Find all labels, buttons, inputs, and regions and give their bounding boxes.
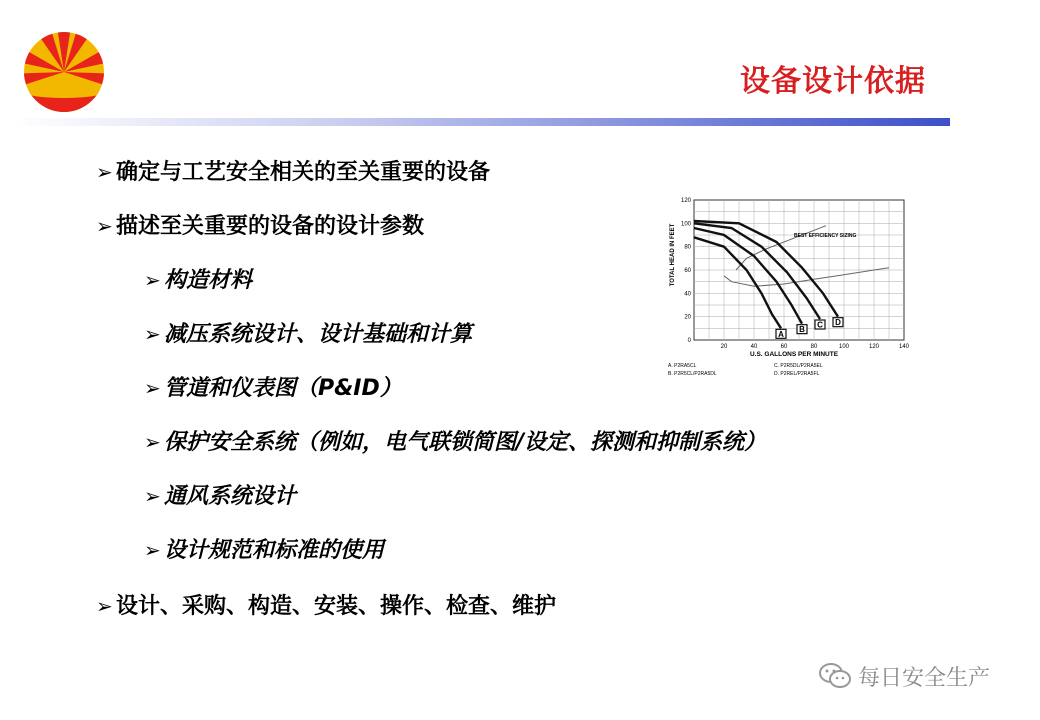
chart-series-label: B: [799, 325, 805, 335]
chart-series-label: A: [778, 329, 784, 339]
pump-performance-chart: [664, 190, 914, 380]
wechat-icon: [818, 661, 852, 691]
chart-xtick-label: 80: [810, 344, 818, 350]
chart-annotation: BEST EFFICIENCY SIZING: [794, 233, 857, 239]
bullet-arrow-icon: ➢: [144, 376, 161, 400]
sub-bullet-item: ➢ 管道和仪表图（P&ID）: [144, 376, 402, 401]
bullet-item: ➢ 设计、采购、构造、安装、操作、检查、维护: [96, 594, 557, 619]
chart-xlabel: U.S. GALLONS PER MINUTE: [749, 351, 839, 358]
bullet-item: ➢ 描述至关重要的设备的设计参数: [96, 214, 425, 239]
page-title: 设备设计依据: [740, 64, 926, 99]
chart-xtick-label: 140: [898, 344, 910, 350]
chart-xtick-label: 40: [750, 344, 758, 350]
bullet-arrow-icon: ➢: [96, 214, 113, 238]
bullet-arrow-icon: ➢: [144, 430, 161, 454]
chart-ytick-label: 60: [684, 268, 691, 274]
watermark: [818, 658, 990, 694]
bullet-arrow-icon: ➢: [144, 322, 161, 346]
chart-ytick-label: 20: [684, 314, 691, 321]
chart-ytick-label: 120: [680, 198, 691, 204]
bullet-arrow-icon: ➢: [144, 268, 161, 292]
bullet-arrow-icon: ➢: [96, 594, 113, 618]
chart-ytick-label: 100: [680, 221, 691, 228]
sub-bullet-item: ➢ 减压系统设计、设计基础和计算: [144, 322, 473, 347]
chart-legend-entry: C. P2R5DL/P2RA5EL: [774, 363, 823, 369]
chart-ytick-label: 80: [684, 244, 691, 251]
chart-series-label: C: [817, 320, 823, 330]
sub-bullet-item: ➢ 构造材料: [144, 268, 253, 293]
sub-bullet-item: ➢ 设计规范和标准的使用: [144, 538, 385, 563]
chart-xtick-label: 100: [838, 344, 850, 350]
sub-bullet-item: ➢ 通风系统设计: [144, 484, 297, 509]
header-divider: [14, 118, 950, 126]
bullet-arrow-icon: ➢: [144, 484, 161, 508]
chart-ylabel: TOTAL HEAD IN FEET: [670, 223, 676, 287]
bullet-arrow-icon: ➢: [144, 538, 161, 562]
chart-xtick-label: 20: [720, 344, 728, 350]
chart-xtick-label: 60: [780, 344, 788, 350]
chart-ytick-label: 0: [687, 338, 691, 344]
chart-ytick-label: 40: [684, 291, 691, 298]
company-logo: [18, 30, 110, 114]
chart-xtick-label: 120: [868, 344, 880, 350]
sub-bullet-item: ➢ 保护安全系统（例如，电气联锁简图/设定、探测和抑制系统）: [144, 430, 767, 455]
bullet-item: ➢ 确定与工艺安全相关的至关重要的设备: [96, 160, 491, 185]
watermark-text: 每日安全生产: [858, 665, 991, 691]
chart-series-label: D: [835, 318, 841, 328]
chart-legend-entry: A. P2RA5CL: [668, 363, 697, 369]
chart-legend-entry: B. P2R5CL/P2RA5DL: [668, 371, 717, 377]
chart-legend-entry: D. P2REL/P2RA5FL: [774, 371, 820, 377]
bullet-arrow-icon: ➢: [96, 160, 113, 184]
